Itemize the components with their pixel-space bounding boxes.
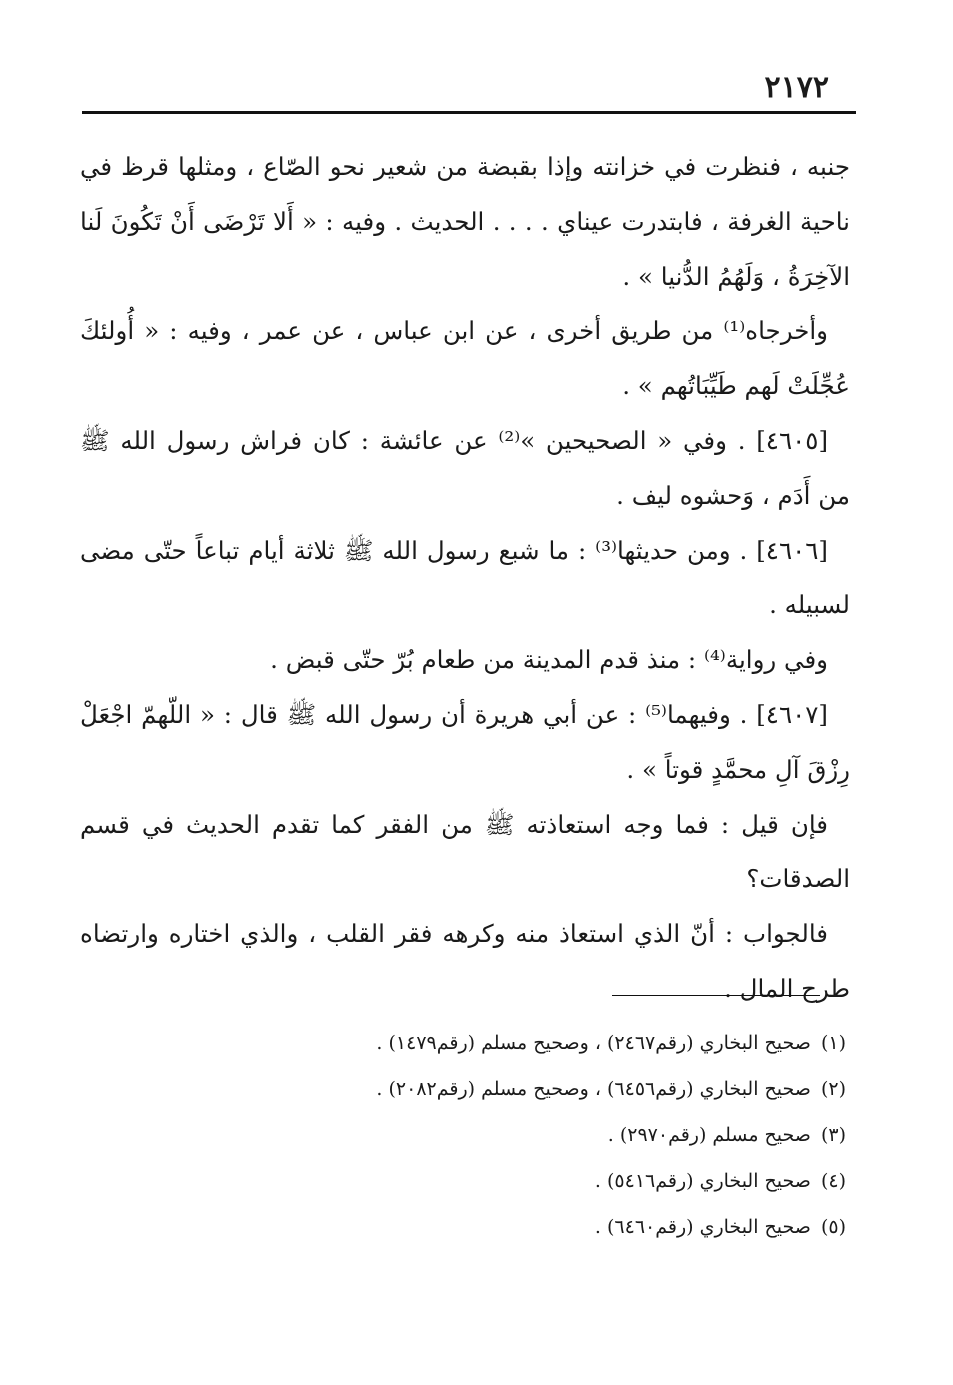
page-number: ٢١٧٢ (764, 70, 829, 105)
footnote-item (240, 1158, 846, 1204)
footnote-number: (١) (820, 1032, 846, 1054)
footnote-text: صحيح البخاري (رقم٥٤١٦) . (594, 1170, 811, 1192)
hadith-4605: [٤٦٠٥] . وفي « الصحيحين »⁽²⁾ عن عائشة : كان فراش رسول الله ﷺ من أَدَم ، وَحشوه ليف . (80, 425, 850, 510)
footnote-item (240, 1112, 846, 1158)
main-text (80, 140, 850, 1017)
footnotes (240, 1020, 846, 1250)
footnote-item (240, 1020, 846, 1066)
paragraph-riwaya: وفي رواية⁽⁴⁾ : منذ قدم المدينة من طعام بُرّ حتّى قبض . (270, 645, 828, 675)
answer-paragraph: فالجواب : أنّ الذي استعاذ منه وكرهه فقر القلب ، والذي اختاره وارتضاه طرح المال . (80, 919, 850, 1003)
paragraph-2: وأخرجاه⁽¹⁾ من طريق أخرى ، عن ابن عباس ، عن عمر ، وفيه : « أُولئكَ عُجِّلَتْ لَهم طَيِّبَاتُهم » . (80, 316, 850, 401)
footnote-number: (٥) (820, 1216, 846, 1238)
footnote-item (240, 1204, 846, 1250)
footnote-text: صحيح مسلم (رقم٢٩٧٠) . (607, 1124, 811, 1146)
footnote-number: (٣) (820, 1124, 846, 1146)
hadith-4606: [٤٦٠٦] . ومن حديثها⁽³⁾ : ما شبع رسول الله ﷺ ثلاثة أيام تباعاً حتّى مضى لسبيله . (80, 535, 850, 620)
header-rule (82, 111, 856, 114)
footnote-separator (612, 995, 820, 996)
paragraph-1: جنبه ، فنظرت في خزانته وإذا بقبضة من شعير نحو الصّاع ، ومثلها قرظ في ناحية الغرفة ، فابتدرت عيناي . . . . الحديث . وفيه : « أَلا تَرْضَى أَنْ تَكُونَ لَنا الآخِرَةُ ، وَلَهُمُ الدُّنيا » . (80, 152, 850, 291)
footnote-number: (٤) (820, 1170, 846, 1192)
footnote-text: صحيح البخاري (رقم٢٤٦٧) ، وصحيح مسلم (رقم١٤٧٩) . (376, 1032, 811, 1054)
footnote-text: صحيح البخاري (رقم٦٤٥٦) ، وصحيح مسلم (رقم٢٠٨٢) . (376, 1078, 811, 1100)
footnote-item (240, 1066, 846, 1112)
footnote-text: صحيح البخاري (رقم٦٤٦٠) . (594, 1216, 811, 1238)
hadith-4607: [٤٦٠٧] . وفيهما⁽⁵⁾ : عن أبي هريرة أن رسول الله ﷺ قال : « اللّهمّ اجْعَلْ رِزْقَ آلِ محمَّدٍ قوتاً » . (80, 699, 850, 784)
question-paragraph: فإن قيل : فما وجه استعاذته ﷺ من الفقر كما تقدم الحديث في قسم الصدقات؟ (80, 809, 850, 894)
footnote-number: (٢) (820, 1078, 846, 1100)
